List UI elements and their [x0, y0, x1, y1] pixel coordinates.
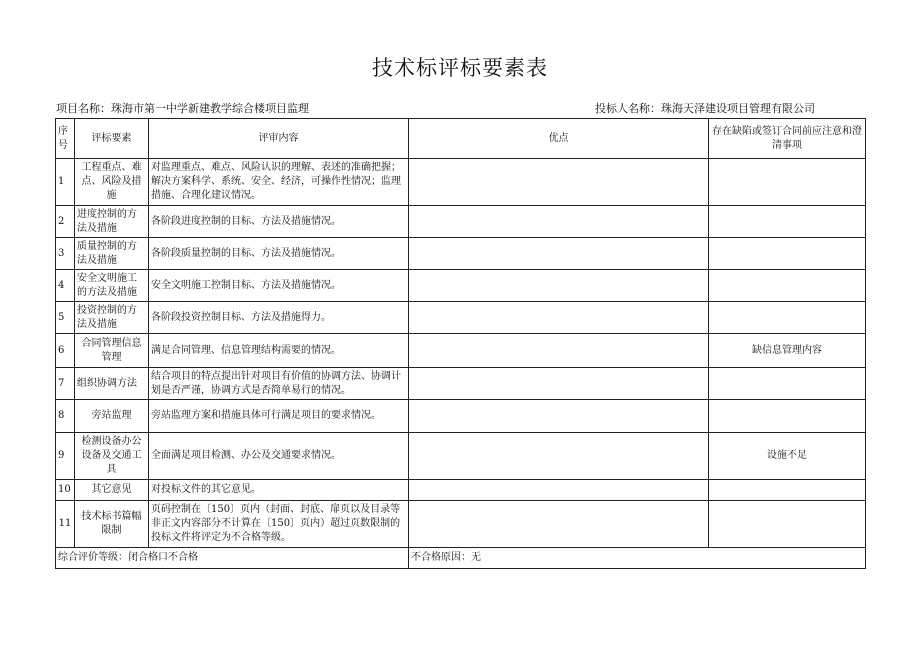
- row-content: 各阶段进度控制的目标、方法及措施情况。: [149, 206, 409, 238]
- header-notes: 存在缺陷或签订合同前应注意和澄清事项: [709, 119, 866, 159]
- bidder-name-label: 投标人名称：: [595, 102, 661, 115]
- project-name-value: 珠海市第一中学新建教学综合楼项目监理: [111, 102, 309, 115]
- row-notes: [709, 400, 866, 433]
- row-notes: [709, 368, 866, 400]
- row-advantage: [409, 302, 709, 334]
- table-header-row: [56, 119, 866, 159]
- row-element: 技术标书篇幅限制: [75, 501, 149, 548]
- overall-rating: 综合评价等级：闭合格口不合格: [56, 548, 409, 569]
- table-row: [56, 433, 866, 480]
- row-content: 对监理重点、难点、风险认识的理解、表述的准确把握；解决方案科学、系统、安全、经济，可操作性情况；监理措施、合理化建议情况。: [149, 159, 409, 206]
- row-content: 各阶段投资控制目标、方法及措施得力。: [149, 302, 409, 334]
- row-index: 1: [56, 159, 75, 206]
- row-advantage: [409, 238, 709, 270]
- row-content: 安全文明施工控制目标、方法及措施情况。: [149, 270, 409, 302]
- row-notes: [709, 302, 866, 334]
- row-index: 7: [56, 368, 75, 400]
- project-name-label: 项目名称：: [56, 102, 111, 115]
- row-element: 旁站监理: [75, 400, 149, 433]
- row-index: 5: [56, 302, 75, 334]
- row-content: 对投标文件的其它意见。: [149, 480, 409, 501]
- row-element: 合同管理信息管理: [75, 334, 149, 368]
- bidder-name-value: 珠海天泽建设项目管理有限公司: [661, 102, 815, 115]
- table-footer-row: [56, 548, 866, 569]
- table-row: [56, 302, 866, 334]
- row-index: 9: [56, 433, 75, 480]
- row-content: 页码控制在〔150〕页内（封面、封底、扉页以及目录等非正文内容部分不计算在〔150〕页内）超过页数限制的投标文件将评定为不合格等级。: [149, 501, 409, 548]
- row-advantage: [409, 400, 709, 433]
- table-row: [56, 270, 866, 302]
- row-index: 8: [56, 400, 75, 433]
- row-notes: [709, 501, 866, 548]
- row-advantage: [409, 159, 709, 206]
- fail-reason: 不合格原因：无: [409, 548, 866, 569]
- row-notes: [709, 206, 866, 238]
- row-element: 进度控制的方法及措施: [75, 206, 149, 238]
- row-element: 质量控制的方法及措施: [75, 238, 149, 270]
- row-advantage: [409, 270, 709, 302]
- row-advantage: [409, 501, 709, 548]
- row-advantage: [409, 368, 709, 400]
- row-notes: [709, 159, 866, 206]
- row-advantage: [409, 433, 709, 480]
- row-notes: [709, 238, 866, 270]
- row-index: 6: [56, 334, 75, 368]
- bidder-name: [595, 100, 815, 116]
- row-advantage: [409, 206, 709, 238]
- row-content: 结合项目的特点提出针对项目有价值的协调方法、协调计划是否严谨，协调方式是否简单易行的情况。: [149, 368, 409, 400]
- row-element: 投资控制的方法及措施: [75, 302, 149, 334]
- document-title: 技术标评标要素表: [372, 56, 548, 80]
- header-index: 序号: [56, 119, 75, 159]
- row-content: 各阶段质量控制的目标、方法及措施情况。: [149, 238, 409, 270]
- table-row: [56, 206, 866, 238]
- row-index: 4: [56, 270, 75, 302]
- row-element: 工程重点、难点、风险及措施: [75, 159, 149, 206]
- row-content: 旁站监理方案和措施具体可行满足项目的要求情况。: [149, 400, 409, 433]
- row-element: 安全文明施工的方法及措施: [75, 270, 149, 302]
- project-name: [56, 100, 309, 116]
- header-element: 评标要素: [75, 119, 149, 159]
- table-row: [56, 480, 866, 501]
- row-notes: 设施不足: [709, 433, 866, 480]
- table-row: [56, 400, 866, 433]
- row-index: 3: [56, 238, 75, 270]
- table-row: [56, 238, 866, 270]
- table-row: [56, 368, 866, 400]
- row-element: 检测设备办公设备及交通工具: [75, 433, 149, 480]
- row-index: 2: [56, 206, 75, 238]
- row-index: 11: [56, 501, 75, 548]
- row-element: 组织协调方法: [75, 368, 149, 400]
- row-notes: [709, 270, 866, 302]
- header-advantage: 优点: [409, 119, 709, 159]
- header-content: 评审内容: [149, 119, 409, 159]
- table-row: [56, 501, 866, 548]
- row-advantage: [409, 480, 709, 501]
- table-row: [56, 159, 866, 206]
- row-index: 10: [56, 480, 75, 501]
- row-advantage: [409, 334, 709, 368]
- row-element: 其它意见: [75, 480, 149, 501]
- row-notes: [709, 480, 866, 501]
- table-row: [56, 334, 866, 368]
- row-content: 全面满足项目检测、办公及交通要求情况。: [149, 433, 409, 480]
- row-content: 满足合同管理、信息管理结构需要的情况。: [149, 334, 409, 368]
- evaluation-table: [55, 118, 866, 569]
- row-notes: 缺信息管理内容: [709, 334, 866, 368]
